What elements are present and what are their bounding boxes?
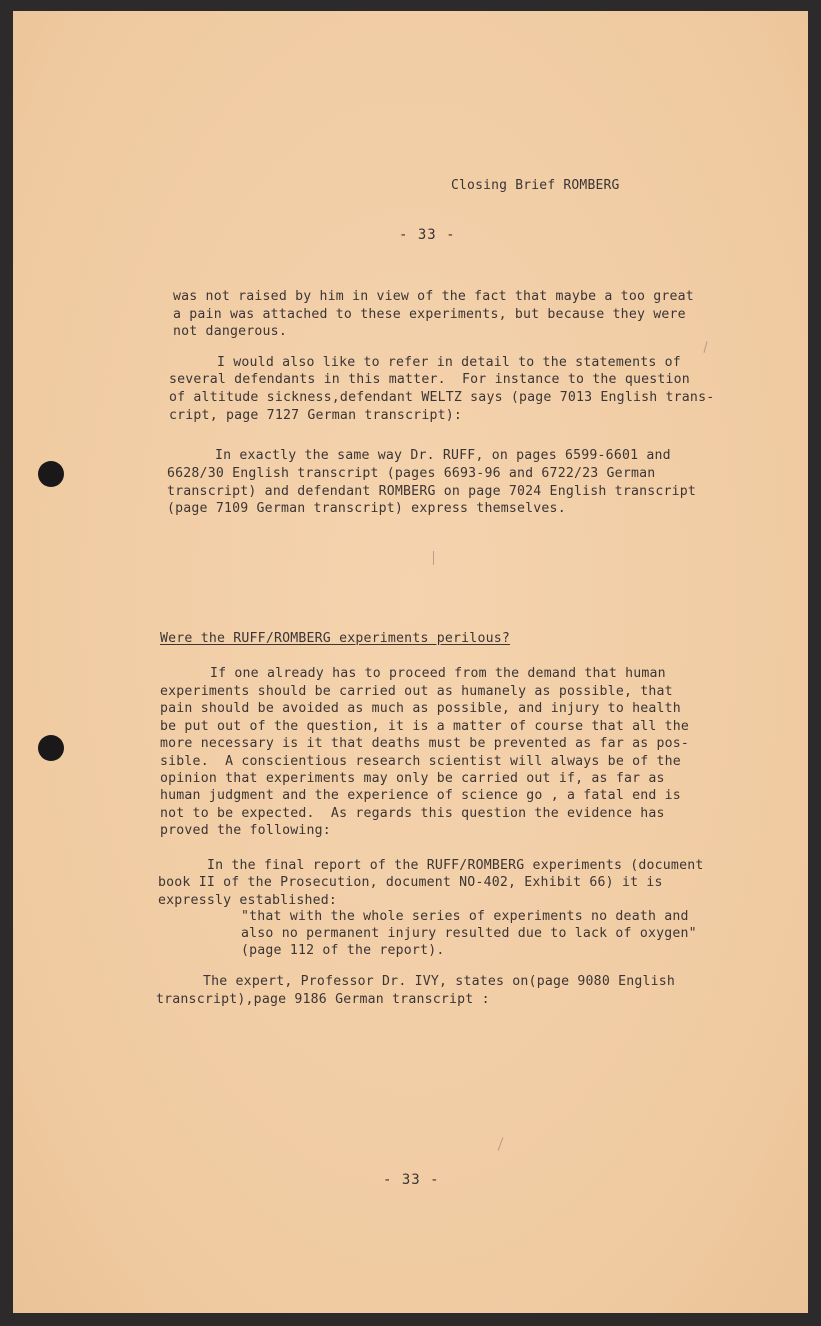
text-line: was not raised by him in view of the fact that maybe a too great — [173, 289, 694, 304]
text-line: human judgment and the experience of science go , a fatal end is — [160, 788, 681, 803]
text-line: "that with the whole series of experiments no death and — [241, 909, 689, 924]
text-line: cript, page 7127 German transcript): — [169, 408, 463, 423]
text-line: In exactly the same way Dr. RUFF, on pages 6599-6601 and — [158, 448, 671, 463]
text-line: book II of the Prosecution, document NO-402, Exhibit 66) it is — [158, 875, 663, 890]
text-line: pain should be avoided as much as possible, and injury to health — [160, 701, 681, 716]
punch-hole-top — [38, 461, 64, 487]
text-line: opinion that experiments may only be carried out if, as far as — [160, 771, 665, 786]
text-line: 6628/30 English transcript (pages 6693-96 and 6722/23 German — [167, 466, 656, 481]
text-line: experiments should be carried out as humanely as possible, that — [160, 684, 673, 699]
text-line: If one already has to proceed from the demand that human — [153, 666, 666, 681]
section-heading: Were the RUFF/ROMBERG experiments perilous? — [160, 631, 511, 646]
text-line: be put out of the question, it is a matter of course that all the — [160, 719, 690, 734]
text-line: (page 7109 German transcript) express themselves. — [167, 501, 566, 516]
text-line: transcript),page 9186 German transcript : — [156, 992, 490, 1007]
text-line: not to be expected. As regards this question the evidence has — [160, 806, 665, 821]
document-title: Closing Brief ROMBERG — [451, 178, 620, 193]
text-line: proved the following: — [160, 823, 331, 838]
paper-mark — [498, 1137, 504, 1150]
text-line: a pain was attached to these experiments, but because they were — [173, 307, 686, 322]
paper-mark — [703, 341, 707, 353]
text-line: transcript) and defendant ROMBERG on page 7024 English transcript — [167, 484, 697, 499]
text-line: several defendants in this matter. For instance to the question — [169, 372, 690, 387]
text-line: In the final report of the RUFF/ROMBERG experiments (document — [150, 858, 704, 873]
text-line: (page 112 of the report). — [241, 943, 445, 958]
page-number-top: - 33 - — [399, 227, 456, 243]
text-line: I would also like to refer in detail to the statements of — [160, 355, 681, 370]
text-line: of altitude sickness,defendant WELTZ says (page 7013 English trans- — [169, 390, 715, 405]
page-number-bottom: - 33 - — [383, 1172, 440, 1188]
text-line: also no permanent injury resulted due to lack of oxygen" — [241, 926, 697, 941]
paper-mark — [433, 551, 434, 565]
punch-hole-bottom — [38, 735, 64, 761]
text-line: expressly established: — [158, 893, 338, 908]
text-line: sible. A conscientious research scientist will always be of the — [160, 754, 681, 769]
text-line: The expert, Professor Dr. IVY, states on(page 9080 English — [146, 974, 676, 989]
document-page — [13, 11, 808, 1313]
text-line: not dangerous. — [173, 324, 287, 339]
text-line: more necessary is it that deaths must be prevented as far as pos- — [160, 736, 690, 751]
